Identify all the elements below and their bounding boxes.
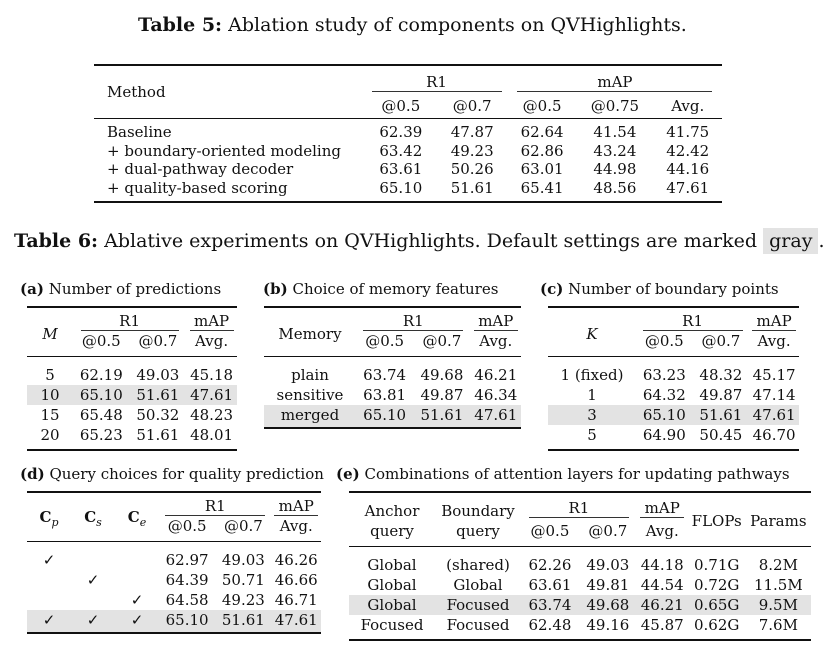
- cell: 20: [40, 426, 60, 444]
- col-header: M: [42, 324, 58, 343]
- subtable-d-title: Query choices for quality prediction: [49, 465, 324, 483]
- col-header: @0.5: [530, 522, 570, 540]
- table-row: [548, 405, 799, 425]
- table5-method-cell: + dual-pathway decoder: [107, 160, 294, 179]
- map-group: mAP: [749, 307, 799, 331]
- subtable-b-label: (b): [263, 280, 288, 298]
- table5-cell: 50.26: [450, 160, 494, 179]
- table6-caption: [14, 230, 824, 252]
- col-header: Avg.: [279, 517, 313, 535]
- cell: Global: [367, 556, 417, 574]
- cell: 0.65G: [694, 596, 740, 614]
- cell: 62.48: [528, 616, 572, 634]
- col-header: Anchor: [364, 502, 420, 520]
- cell: 46.21: [640, 596, 684, 614]
- table5-col-header: @0.75: [590, 97, 640, 115]
- cell: Focused: [360, 616, 424, 634]
- table5-method-cell: + boundary-oriented modeling: [107, 141, 341, 160]
- cell: 46.34: [474, 386, 518, 404]
- r1-group: R1: [636, 307, 749, 331]
- col-header: @0.7: [588, 522, 628, 540]
- col-header: Memory: [278, 324, 342, 343]
- cell: sensitive: [276, 386, 344, 404]
- cell: 45.87: [640, 616, 684, 634]
- table-row: [349, 615, 811, 640]
- table5-col-header: Avg.: [671, 97, 705, 115]
- subtable-b: [264, 306, 521, 429]
- table5-r1-group: R1: [365, 65, 508, 94]
- table-row: [94, 119, 722, 142]
- table5-map-group: mAP: [508, 65, 722, 94]
- gray-sample: gray: [763, 228, 818, 254]
- table5-cell: 65.10: [379, 178, 423, 197]
- subtable-d-label: (d): [20, 465, 45, 483]
- cell: Focused: [446, 616, 510, 634]
- col-header: @0.7: [422, 332, 462, 350]
- cell: 45.18: [190, 366, 234, 384]
- col-header: @0.5: [167, 517, 207, 535]
- table-row: [349, 547, 811, 576]
- table5-cell: 62.64: [520, 123, 564, 142]
- table5-method-cell: + quality-based scoring: [107, 178, 288, 197]
- cell: 47.61: [752, 406, 796, 424]
- cell: merged: [280, 406, 340, 424]
- cell: 63.74: [363, 366, 407, 384]
- check-icon: ✓: [42, 611, 56, 629]
- table5-cell: 63.01: [520, 160, 564, 179]
- col-header: K: [586, 324, 598, 343]
- cell: 49.03: [221, 551, 265, 569]
- cell: 50.32: [136, 406, 180, 424]
- cell: 62.19: [79, 366, 123, 384]
- table5-cell: 65.41: [520, 178, 564, 197]
- subtable-d-caption: [20, 465, 324, 483]
- table5-cell: 62.86: [520, 141, 564, 160]
- cell: 46.66: [274, 571, 318, 589]
- col-header: Params: [750, 512, 807, 530]
- cell: 9.5M: [758, 596, 798, 614]
- col-header: FLOPs: [691, 512, 742, 530]
- check-icon: [27, 590, 71, 610]
- table5-cell: 63.42: [379, 141, 423, 160]
- caption-period: .: [818, 230, 824, 252]
- table5-col-header: @0.7: [452, 97, 492, 115]
- cell: 65.10: [165, 611, 209, 629]
- table-row: [94, 142, 722, 161]
- cell: 50.71: [221, 571, 265, 589]
- cell: 65.48: [79, 406, 123, 424]
- cell: 0.71G: [694, 556, 740, 574]
- table-row: [27, 590, 321, 610]
- subtable-e: [349, 491, 811, 641]
- check-icon: [71, 542, 115, 571]
- table5-cell: 44.98: [593, 160, 637, 179]
- cell: 49.68: [586, 596, 630, 614]
- cell: 65.10: [363, 406, 407, 424]
- r1-group: R1: [73, 307, 186, 331]
- table5: [94, 64, 722, 203]
- cell: 48.23: [190, 406, 234, 424]
- check-icon: ✓: [130, 611, 144, 629]
- table-row: [264, 357, 521, 386]
- subtable-c-title: Number of boundary points: [568, 280, 779, 298]
- col-header: @0.5: [81, 332, 121, 350]
- cell: 3: [587, 406, 597, 424]
- cell: 64.90: [642, 426, 686, 444]
- table-row: [27, 385, 237, 405]
- cell: 63.23: [642, 366, 686, 384]
- subtable-c-caption: [540, 280, 779, 298]
- cell: 49.81: [586, 576, 630, 594]
- table5-title: Ablation study of components on QVHighlights.: [228, 14, 687, 36]
- cell: 7.6M: [758, 616, 798, 634]
- cell: Global: [367, 576, 417, 594]
- subtable-e-label: (e): [336, 465, 360, 483]
- col-header: Avg.: [195, 332, 229, 350]
- table-row: [27, 610, 321, 633]
- table-row: [27, 570, 321, 590]
- cell: 46.21: [474, 366, 518, 384]
- cell: 47.61: [474, 406, 518, 424]
- cell: 51.61: [136, 386, 180, 404]
- cell: 49.23: [221, 591, 265, 609]
- table6-title: Ablative experiments on QVHighlights. Default settings are marked: [104, 230, 758, 252]
- cell: 10: [40, 386, 60, 404]
- cell: 47.61: [274, 611, 318, 629]
- cell: 49.68: [420, 366, 464, 384]
- table-row: [264, 405, 521, 428]
- col-header: Avg.: [479, 332, 513, 350]
- table5-cell: 62.39: [379, 123, 423, 142]
- table5-cell: 47.87: [450, 123, 494, 142]
- check-icon: [115, 570, 159, 590]
- cell: 47.61: [190, 386, 234, 404]
- check-icon: ✓: [86, 611, 100, 629]
- map-group: mAP: [272, 492, 322, 516]
- table-row: [27, 357, 237, 386]
- cell: 48.01: [190, 426, 234, 444]
- table-row: [27, 425, 237, 450]
- cell: 64.58: [165, 591, 209, 609]
- cell: 62.26: [528, 556, 572, 574]
- table5-cell: 41.54: [593, 123, 637, 142]
- cell: 63.61: [528, 576, 572, 594]
- cell: plain: [291, 366, 329, 384]
- cell: 64.32: [642, 386, 686, 404]
- table5-col-header: @0.5: [381, 97, 421, 115]
- map-group: mAP: [186, 307, 237, 331]
- cell: 65.10: [79, 386, 123, 404]
- cell: 51.61: [699, 406, 743, 424]
- cell: 65.23: [79, 426, 123, 444]
- table5-cell: 44.16: [666, 160, 710, 179]
- cell: 50.45: [699, 426, 743, 444]
- cell: 1 (fixed): [560, 366, 624, 384]
- table5-cell: 41.75: [666, 123, 710, 142]
- cell: 8.2M: [758, 556, 798, 574]
- cell: 44.18: [640, 556, 684, 574]
- cell: 0.62G: [694, 616, 740, 634]
- cell: 63.74: [528, 596, 572, 614]
- table5-cell: 48.56: [593, 178, 637, 197]
- cell: 49.03: [136, 366, 180, 384]
- table-row: [349, 595, 811, 615]
- table5-cell: 63.61: [379, 160, 423, 179]
- cell: 46.71: [274, 591, 318, 609]
- check-icon: ✓: [86, 571, 100, 589]
- cell: 49.16: [586, 616, 630, 634]
- cell: 44.54: [640, 576, 684, 594]
- subtable-a-label: (a): [20, 280, 44, 298]
- table-row: [27, 405, 237, 425]
- cell: 5: [587, 426, 597, 444]
- cell: 51.61: [221, 611, 265, 629]
- subtable-d: [27, 491, 321, 634]
- cell: 49.03: [586, 556, 630, 574]
- table5-cell: 49.23: [450, 141, 494, 160]
- cell: Global: [367, 596, 417, 614]
- col-header: $C_s$: [84, 508, 102, 529]
- table-row: [548, 385, 799, 405]
- col-header: @0.5: [365, 332, 405, 350]
- table5-method-header: Method: [107, 83, 166, 101]
- check-icon: [71, 590, 115, 610]
- table-row: [548, 425, 799, 450]
- cell: 1: [587, 386, 597, 404]
- col-header: query: [370, 522, 414, 540]
- cell: 64.39: [165, 571, 209, 589]
- r1-group: R1: [159, 492, 272, 516]
- check-icon: [115, 542, 159, 571]
- table5-col-header: @0.5: [522, 97, 562, 115]
- cell: 51.61: [420, 406, 464, 424]
- cell: 45.17: [752, 366, 796, 384]
- col-header: @0.7: [138, 332, 178, 350]
- subtable-a: [27, 306, 237, 451]
- cell: 62.97: [165, 551, 209, 569]
- check-icon: ✓: [130, 591, 144, 609]
- cell: (shared): [446, 556, 510, 574]
- cell: 63.81: [363, 386, 407, 404]
- cell: 49.87: [420, 386, 464, 404]
- cell: Focused: [446, 596, 510, 614]
- table5-label: Table 5:: [138, 14, 223, 36]
- r1-group: R1: [521, 492, 637, 521]
- cell: 51.61: [136, 426, 180, 444]
- check-icon: [27, 570, 71, 590]
- cell: 46.70: [752, 426, 796, 444]
- subtable-c: [548, 306, 799, 451]
- table-row: [264, 385, 521, 405]
- cell: Global: [453, 576, 503, 594]
- subtable-a-caption: [20, 280, 221, 298]
- cell: 65.10: [642, 406, 686, 424]
- map-group: mAP: [637, 492, 688, 521]
- col-header: @0.5: [644, 332, 684, 350]
- table5-cell: 42.42: [666, 141, 710, 160]
- table5-cell: 47.61: [666, 178, 710, 197]
- col-header: @0.7: [701, 332, 741, 350]
- subtable-e-caption: [336, 465, 790, 483]
- map-group: mAP: [471, 307, 521, 331]
- subtable-e-title: Combinations of attention layers for updating pathways: [364, 465, 790, 483]
- table5-caption: [138, 14, 687, 36]
- cell: 0.72G: [694, 576, 740, 594]
- table5-cell: 43.24: [593, 141, 637, 160]
- cell: 11.5M: [753, 576, 803, 594]
- subtable-b-caption: [263, 280, 498, 298]
- cell: 46.26: [274, 551, 318, 569]
- col-header: Avg.: [645, 522, 679, 540]
- table5-cell: 51.61: [450, 178, 494, 197]
- col-header: $C_e$: [127, 508, 147, 529]
- subtable-a-title: Number of predictions: [48, 280, 222, 298]
- table-row: [548, 357, 799, 386]
- table-row: [94, 179, 722, 203]
- cell: 47.14: [752, 386, 796, 404]
- cell: 48.32: [699, 366, 743, 384]
- table6-label: Table 6:: [14, 230, 99, 252]
- col-header: $C_p$: [39, 508, 59, 529]
- table-row: [349, 575, 811, 595]
- table-row: [27, 542, 321, 571]
- table-row: [94, 160, 722, 179]
- table5-method-cell: Baseline: [107, 123, 172, 142]
- col-header: query: [456, 522, 500, 540]
- col-header: Boundary: [441, 502, 515, 520]
- check-icon: ✓: [42, 551, 56, 569]
- r1-group: R1: [356, 307, 471, 331]
- subtable-b-title: Choice of memory features: [292, 280, 499, 298]
- cell: 15: [40, 406, 60, 424]
- col-header: @0.7: [223, 517, 263, 535]
- cell: 5: [45, 366, 55, 384]
- subtable-c-label: (c): [540, 280, 564, 298]
- col-header: Avg.: [757, 332, 791, 350]
- cell: 49.87: [699, 386, 743, 404]
